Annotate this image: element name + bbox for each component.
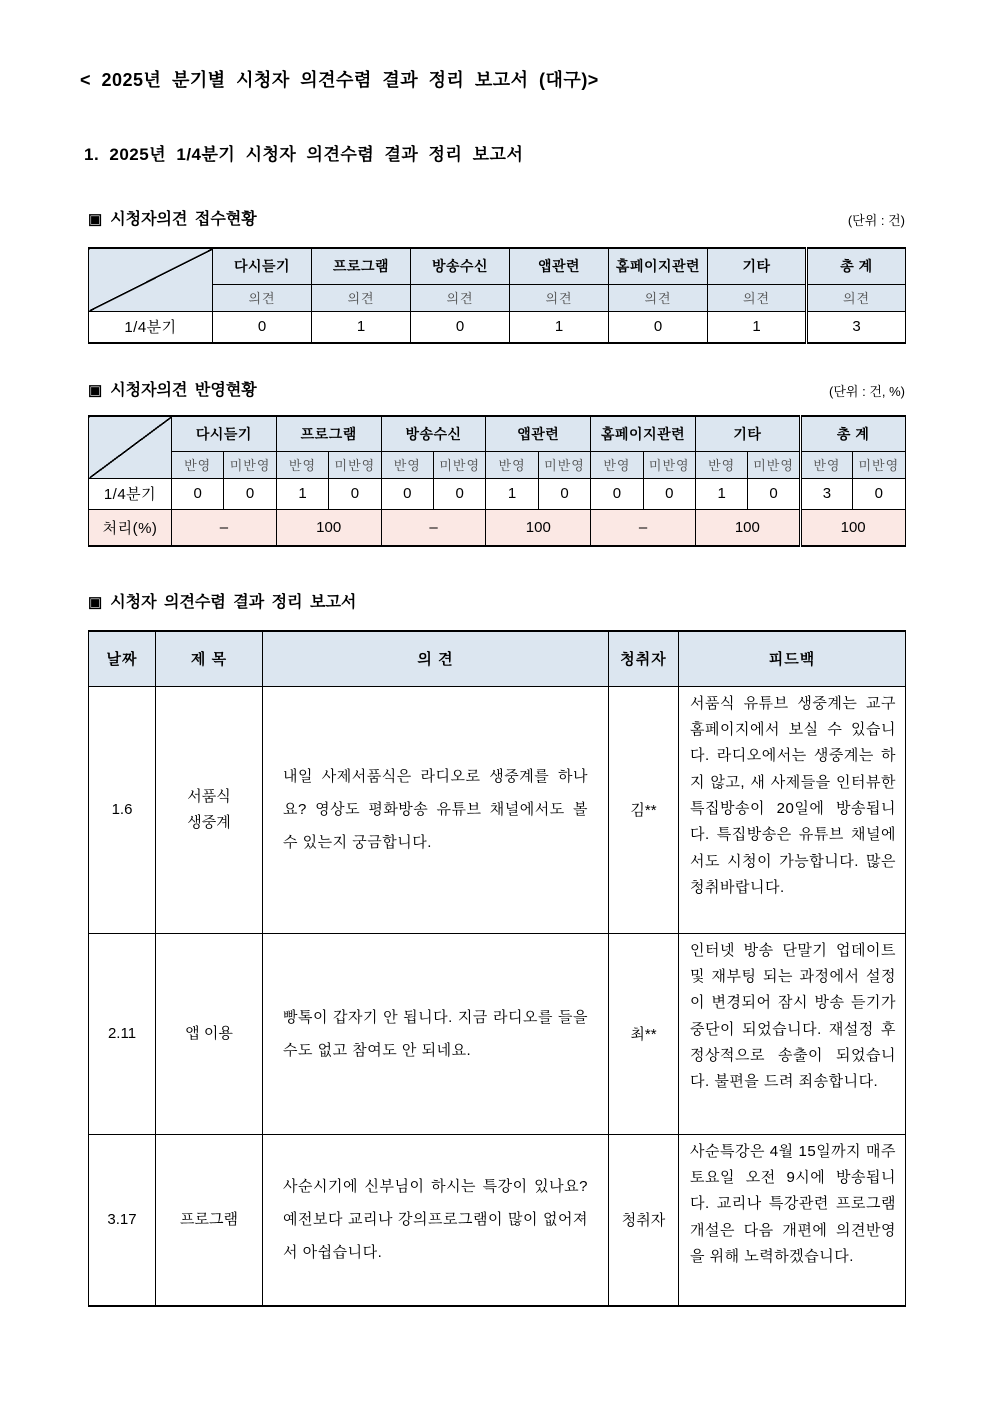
- reflection-subheader: 미반영: [748, 451, 800, 478]
- report-col-opinion: 의 견: [263, 631, 609, 686]
- reflection-value: 1: [695, 478, 747, 509]
- reflection-value: 0: [172, 478, 224, 509]
- reflection-value: 0: [643, 478, 695, 509]
- reflection-subheader: 반영: [591, 451, 643, 478]
- reflection-unit-label: (단위 : 건, %): [829, 384, 905, 399]
- reception-heading: [88, 206, 257, 229]
- reception-subheader: 의견: [807, 284, 906, 311]
- reception-table: [88, 247, 906, 344]
- reception-value: 0: [213, 311, 312, 343]
- reflection-value: 0: [591, 478, 643, 509]
- reflection-subheader: 미반영: [853, 451, 905, 478]
- reception-col-header: 프로그램: [312, 248, 411, 284]
- square-bullet-icon: ▣: [88, 211, 103, 228]
- report-row: [89, 686, 906, 933]
- report-header-row: [89, 631, 906, 686]
- report-title-line: 생중계: [187, 813, 231, 831]
- reflection-value: 0: [329, 478, 381, 509]
- report-col-title: 제 목: [156, 631, 263, 686]
- reception-value: 1: [510, 311, 609, 343]
- reception-value: 1: [312, 311, 411, 343]
- document-title: < 2025년 분기별 시청자 의견수렴 결과 정리 보고서 (대구)>: [80, 70, 599, 90]
- report-feedback: 서품식 유튜브 생중계는 교구홈페이지에서 보실 수 있습니다. 라디오에서는 생중계는 하지 않고, 새 사제들을 인터뷰한 특집방송이 20일에 방송됩니다. 특집방송은 유튜브 채널에서도 시청이 가능합니다. 많은 청취바랍니다.: [679, 686, 906, 933]
- report-listener: 최**: [609, 933, 679, 1134]
- reception-total-header: 총 계: [807, 248, 906, 284]
- reflection-heading-text: 시청자의견 반영현황: [110, 382, 257, 399]
- process-value: 100: [695, 509, 800, 546]
- reflection-value: 0: [381, 478, 433, 509]
- report-opinion: 내일 사제서품식은 라디오로 생중계를 하나요? 영상도 평화방송 유튜브 채널에서도 볼 수 있는지 궁금합니다.: [263, 686, 609, 933]
- reflection-value: 0: [538, 478, 590, 509]
- report-title: [156, 933, 263, 1134]
- report-date: 1.6: [89, 686, 156, 933]
- square-bullet-icon: ▣: [88, 382, 103, 399]
- reception-value: 0: [411, 311, 510, 343]
- reception-data-row: [89, 311, 906, 343]
- report-date: 3.17: [89, 1134, 156, 1306]
- process-value: 100: [276, 509, 381, 546]
- reception-col-header: 기타: [708, 248, 807, 284]
- reflection-value: 0: [224, 478, 276, 509]
- report-title-line: 서품식: [187, 788, 231, 805]
- reflection-col-header: 앱관련: [486, 416, 591, 451]
- process-value: –: [172, 509, 277, 546]
- reflection-subheader: 반영: [381, 451, 433, 478]
- reception-diagonal-cell: [89, 248, 213, 311]
- reflection-col-header: 프로그램: [276, 416, 381, 451]
- report-date: 2.11: [89, 933, 156, 1134]
- report-feedback: 사순특강은 4월 15일까지 매주 토요일 오전 9시에 방송됩니다. 교리나 특강관련 프로그램 개설은 다음 개편에 의견반영을 위해 노력하겠습니다.: [679, 1134, 906, 1306]
- reflection-value: 0: [433, 478, 485, 509]
- reception-section-header: [88, 206, 905, 229]
- reflection-data-row: [89, 478, 906, 509]
- process-total-value: 100: [800, 509, 905, 546]
- reception-col-header: 방송수신: [411, 248, 510, 284]
- reflection-value: 0: [748, 478, 800, 509]
- report-heading: [88, 589, 356, 612]
- square-bullet-icon: ▣: [88, 594, 103, 611]
- reception-col-header: 다시듣기: [213, 248, 312, 284]
- reception-col-header: 홈페이지관련: [609, 248, 708, 284]
- reflection-total-value: 3: [800, 478, 852, 509]
- reception-unit-label: (단위 : 건): [847, 213, 905, 228]
- reflection-subheader: 반영: [276, 451, 328, 478]
- reception-header-row: [89, 248, 906, 284]
- reception-col-header: 앱관련: [510, 248, 609, 284]
- reception-subheader: 의견: [411, 284, 510, 311]
- reflection-total-header: 총 계: [800, 416, 905, 451]
- report-title: [156, 686, 263, 933]
- reflection-header-row: [89, 416, 906, 451]
- reflection-subheader-row: [89, 451, 906, 478]
- reflection-subheader: 반영: [172, 451, 224, 478]
- reflection-subheader: 반영: [800, 451, 852, 478]
- report-title-line: 앱 이용: [185, 1024, 233, 1042]
- reflection-total-value: 0: [853, 478, 905, 509]
- report-feedback: 인터넷 방송 단말기 업데이트 및 재부팅 되는 과정에서 설정이 변경되어 잠시 방송 듣기가 중단이 되었습니다. 재설정 후 정상적으로 송출이 되었습니다. 불편을 드려 죄송합니다.: [679, 933, 906, 1134]
- reflection-value: 1: [486, 478, 538, 509]
- reception-subheader: 의견: [708, 284, 807, 311]
- report-row: [89, 1134, 906, 1306]
- reception-subheader: 의견: [213, 284, 312, 311]
- report-col-feedback: 피드백: [679, 631, 906, 686]
- reflection-table: [88, 415, 906, 547]
- reflection-subheader: 반영: [486, 451, 538, 478]
- process-value: 100: [486, 509, 591, 546]
- reflection-section-header: [88, 377, 905, 400]
- report-row: [89, 933, 906, 1134]
- reception-total-value: 3: [807, 311, 906, 343]
- reflection-row-label: 1/4분기: [89, 478, 172, 509]
- report-opinion: 빵톡이 갑자기 안 됩니다. 지금 라디오를 들을 수도 없고 참여도 안 되네요.: [263, 933, 609, 1134]
- document-subtitle: 1. 2025년 1/4분기 시청자 의견수렴 결과 정리 보고서: [84, 145, 524, 164]
- reflection-heading: [88, 377, 257, 400]
- report-col-listener: 청취자: [609, 631, 679, 686]
- reflection-subheader: 미반영: [224, 451, 276, 478]
- reflection-diagonal-cell: [89, 416, 172, 478]
- reception-subheader: 의견: [510, 284, 609, 311]
- process-value: –: [381, 509, 486, 546]
- report-col-date: 날짜: [89, 631, 156, 686]
- reflection-subheader: 미반영: [433, 451, 485, 478]
- report-title: [156, 1134, 263, 1306]
- reflection-col-header: 다시듣기: [172, 416, 277, 451]
- reflection-subheader: 미반영: [329, 451, 381, 478]
- report-opinion: 사순시기에 신부님이 하시는 특강이 있나요? 예전보다 교리나 강의프로그램이 많이 없어져서 아쉽습니다.: [263, 1134, 609, 1306]
- reception-heading-text: 시청자의견 접수현황: [110, 211, 257, 228]
- reflection-value: 1: [276, 478, 328, 509]
- reflection-subheader: 미반영: [538, 451, 590, 478]
- reception-row-label: 1/4분기: [89, 311, 213, 343]
- process-row-label: 처리(%): [89, 509, 172, 546]
- reflection-col-header: 기타: [695, 416, 800, 451]
- report-section-header: [88, 589, 905, 612]
- reflection-col-header: 방송수신: [381, 416, 486, 451]
- reflection-col-header: 홈페이지관련: [591, 416, 696, 451]
- process-value: –: [591, 509, 696, 546]
- report-heading-text: 시청자 의견수렴 결과 정리 보고서: [110, 594, 357, 611]
- report-title-line: 프로그램: [180, 1211, 238, 1228]
- reception-value: 0: [609, 311, 708, 343]
- report-table: [88, 630, 906, 1307]
- report-listener: 청취자: [609, 1134, 679, 1306]
- report-listener: 김**: [609, 686, 679, 933]
- reception-subheader: 의견: [312, 284, 411, 311]
- reception-subheader: 의견: [609, 284, 708, 311]
- reception-value: 1: [708, 311, 807, 343]
- reflection-subheader: 반영: [695, 451, 747, 478]
- reflection-process-row: [89, 509, 906, 546]
- reflection-subheader: 미반영: [643, 451, 695, 478]
